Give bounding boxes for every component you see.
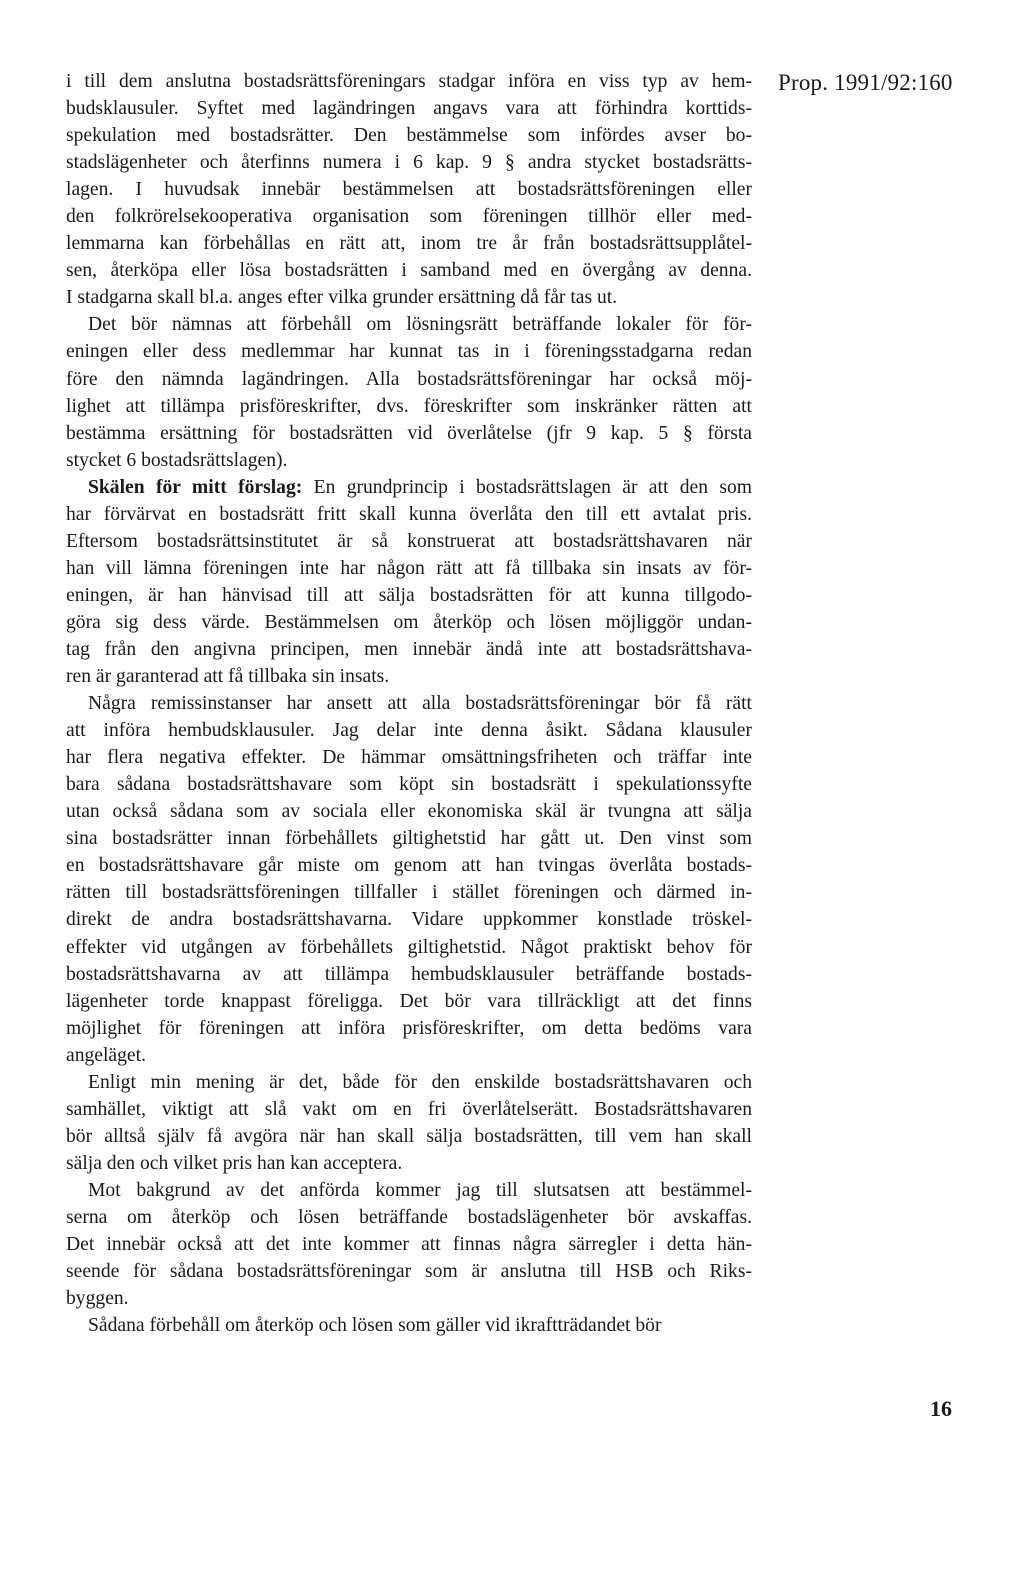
text-line: Sådana förbehåll om återköp och lösen som gäller vid ikraftträdandet bör — [88, 1315, 662, 1337]
text-line — [66, 474, 752, 501]
text-line: bestämma ersättning för bostadsrätten vid överlåtelse (jfr 9 kap. 5 § första — [66, 422, 752, 444]
text-line: bör alltså själv få avgöra när han skall sälja bostadsrätten, till vem han skall — [66, 1125, 752, 1147]
text-line: stadslägenheter och återfinns numera i 6 kap. 9 § andra stycket bostadsrätts- — [66, 152, 752, 174]
text-line: seende för sådana bostadsrättsföreningar som är anslutna till HSB och Riks- — [66, 1261, 752, 1283]
text-line: serna om återköp och lösen beträffande bostadslägenheter bör avskaffas. — [66, 1206, 752, 1228]
text-line: lighet att tillämpa prisföreskrifter, dvs. föreskrifter som inskränker rätten att — [66, 395, 752, 417]
text-line: budsklausuler. Syftet med lagändringen angavs vara att förhindra korttids- — [66, 98, 752, 120]
paragraph — [66, 1312, 752, 1339]
text-line: en bostadsrättshavare går miste om genom att han tvingas överlåta bostads- — [66, 855, 752, 877]
text-line: möjlighet för föreningen att införa prisföreskrifter, om detta bedöms vara — [66, 1017, 752, 1039]
text-line: I stadgarna skall bl.a. anges efter vilka grunder ersättning då får tas ut. — [66, 287, 618, 309]
paragraph — [66, 474, 752, 690]
paragraph — [66, 1177, 752, 1312]
text-line: bostadsrättshavarna av att tillämpa hembudsklausuler beträffande bostads- — [66, 963, 752, 985]
text-line: ren är garanterad att få tillbaka sin insats. — [66, 666, 390, 688]
text-line: effekter vid utgången av förbehållets giltighetstid. Något praktiskt behov för — [66, 936, 752, 958]
text-line: i till dem anslutna bostadsrättsföreningars stadgar införa en viss typ av hem- — [66, 71, 752, 92]
text-line: eningen eller dess medlemmar har kunnat tas in i föreningsstadgarna redan — [66, 341, 752, 363]
page-number: 16 — [930, 1396, 952, 1421]
text-line: lemmarna kan förbehållas en rätt att, inom tre år från bostadsrättsupplåtel- — [66, 233, 752, 255]
document-body — [66, 68, 752, 1339]
paragraph — [66, 311, 752, 473]
text-line: rätten till bostadsrättsföreningen tillfaller i stället föreningen och därmed in- — [66, 882, 752, 904]
paragraph — [66, 690, 752, 1069]
text-line: byggen. — [66, 1288, 129, 1310]
text-line: lagen. I huvudsak innebär bestämmelsen att bostadsrättsföreningen eller — [66, 179, 752, 201]
text-line: Det bör nämnas att förbehåll om lösningsrätt beträffande lokaler för för- — [88, 314, 752, 336]
text-line: direkt de andra bostadsrättshavarna. Vidare uppkommer konstlade tröskel- — [66, 909, 752, 931]
text-line: den folkrörelsekooperativa organisation som föreningen tillhör eller med- — [66, 206, 752, 228]
text-line: Det innebär också att det inte kommer att finnas några särregler i detta hän- — [66, 1234, 752, 1256]
text-line: Eftersom bostadsrättsinstitutet är så konstruerat att bostadsrättshavaren när — [66, 530, 752, 552]
text-line: bara sådana bostadsrättshavare som köpt sin bostadsrätt i spekulationssyfte — [66, 774, 752, 796]
text-line: Mot bakgrund av det anförda kommer jag till slutsatsen att bestämmel- — [88, 1179, 752, 1201]
text-line: har förvärvat en bostadsrätt fritt skall kunna överlåta den till ett avtalat pris. — [66, 503, 752, 525]
paragraph — [66, 68, 752, 311]
text-line: stycket 6 bostadsrättslagen). — [66, 449, 288, 471]
text-line: han vill lämna föreningen inte har någon rätt att få tillbaka sin insats av för- — [66, 557, 752, 579]
line-text: En grundprincip i bostadsrättslagen är att den som — [302, 476, 752, 498]
text-line: sina bostadsrätter innan förbehållets giltighetstid har gått ut. Den vinst som — [66, 828, 752, 850]
text-line: spekulation med bostadsrätter. Den bestämmelse som infördes avser bo- — [66, 125, 752, 147]
text-line: sälja den och vilket pris han kan acceptera. — [66, 1152, 403, 1174]
text-line: angeläget. — [66, 1044, 146, 1066]
text-line: göra sig dess värde. Bestämmelsen om återköp och lösen möjliggör undan- — [66, 611, 752, 633]
text-line: sen, återköpa eller lösa bostadsrätten i samband med en övergång av denna. — [66, 260, 752, 282]
text-line: Enligt min mening är det, både för den enskilde bostadsrättshavaren och — [88, 1071, 752, 1093]
section-lead: Skälen för mitt förslag: — [88, 476, 303, 498]
text-line: tag från den angivna principen, men innebär ändå inte att bostadsrättshava- — [66, 638, 752, 660]
paragraph — [66, 1069, 752, 1177]
text-line: lägenheter torde knappast föreligga. Det bör vara tillräckligt att det finns — [66, 990, 752, 1012]
text-line: samhället, viktigt att slå vakt om en fri överlåtelserätt. Bostadsrättshavaren — [66, 1098, 752, 1120]
document-reference: Prop. 1991/92:160 — [778, 70, 953, 95]
text-line: att införa hembudsklausuler. Jag delar inte denna åsikt. Sådana klausuler — [66, 720, 752, 742]
text-line: utan också sådana som av sociala eller ekonomiska skäl är tvungna att sälja — [66, 801, 752, 823]
text-line: Några remissinstanser har ansett att alla bostadsrättsföreningar bör få rätt — [88, 693, 752, 715]
text-line: har flera negativa effekter. De hämmar omsättningsfriheten och träffar inte — [66, 747, 752, 769]
text-line: eningen, är han hänvisad till att sälja bostadsrätten för att kunna tillgodo- — [66, 584, 752, 606]
text-line: före den nämnda lagändringen. Alla bostadsrättsföreningar har också möj- — [66, 368, 752, 390]
